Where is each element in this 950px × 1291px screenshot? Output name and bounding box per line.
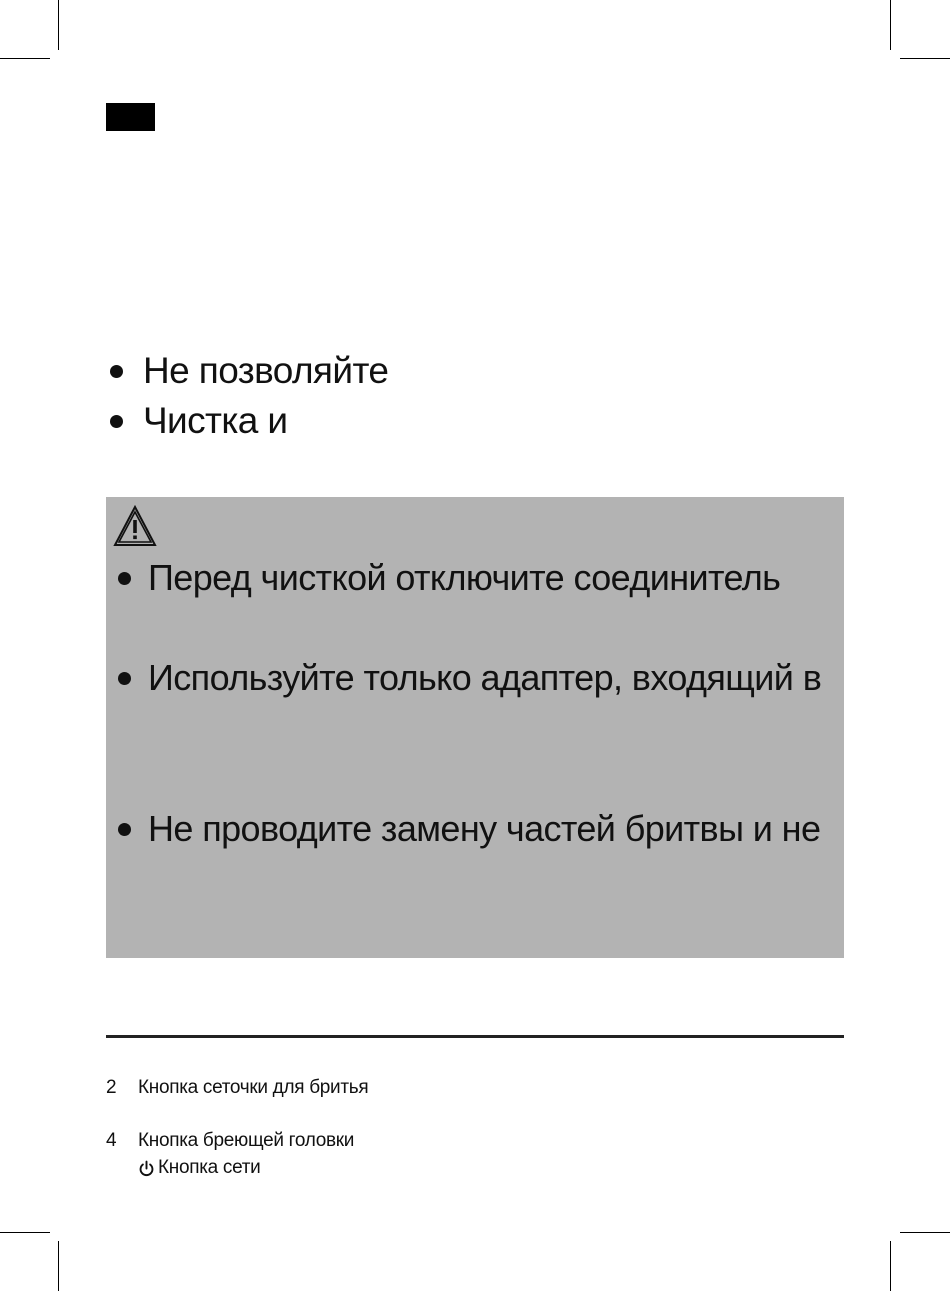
bullet-item xyxy=(106,346,388,396)
crop-mark xyxy=(890,1241,891,1291)
language-tab-marker xyxy=(106,103,155,131)
intro-bullet-list xyxy=(106,346,388,446)
bullet-dot xyxy=(110,415,123,428)
crop-mark xyxy=(58,1241,59,1291)
legend-number: 2 xyxy=(106,1077,117,1098)
legend-item xyxy=(106,1077,368,1099)
bullet-dot xyxy=(118,823,131,836)
bullet-dot xyxy=(118,572,131,585)
legend-item xyxy=(106,1130,354,1152)
crop-mark xyxy=(0,1232,50,1233)
bullet-dot xyxy=(110,365,123,378)
legend-label: Кнопка бреющей головки xyxy=(138,1130,355,1151)
warning-text: Используйте только адаптер, входящий в xyxy=(148,657,822,698)
crop-mark xyxy=(890,0,891,50)
warning-item xyxy=(116,808,820,850)
legend-number: 4 xyxy=(106,1130,117,1151)
warning-item xyxy=(116,557,780,599)
crop-mark xyxy=(900,1232,950,1233)
bullet-item xyxy=(106,396,388,446)
legend-label: Кнопка сети xyxy=(158,1157,261,1178)
warning-text: Перед чисткой отключите соединитель xyxy=(148,557,781,598)
warning-box xyxy=(106,497,844,958)
crop-mark xyxy=(900,58,950,59)
warning-triangle-icon xyxy=(113,505,157,547)
warning-text: Не проводите замену частей бритвы и не xyxy=(148,808,821,849)
crop-mark xyxy=(0,58,50,59)
bullet-text: Не позволяйте xyxy=(143,350,389,391)
power-icon xyxy=(138,1160,155,1177)
legend-label: Кнопка сеточки для бритья xyxy=(138,1077,369,1098)
bullet-dot xyxy=(118,672,131,685)
crop-mark xyxy=(58,0,59,50)
legend-power-item xyxy=(138,1157,260,1179)
section-divider xyxy=(106,1035,844,1038)
bullet-text: Чистка и xyxy=(143,400,288,441)
warning-item xyxy=(116,657,821,699)
